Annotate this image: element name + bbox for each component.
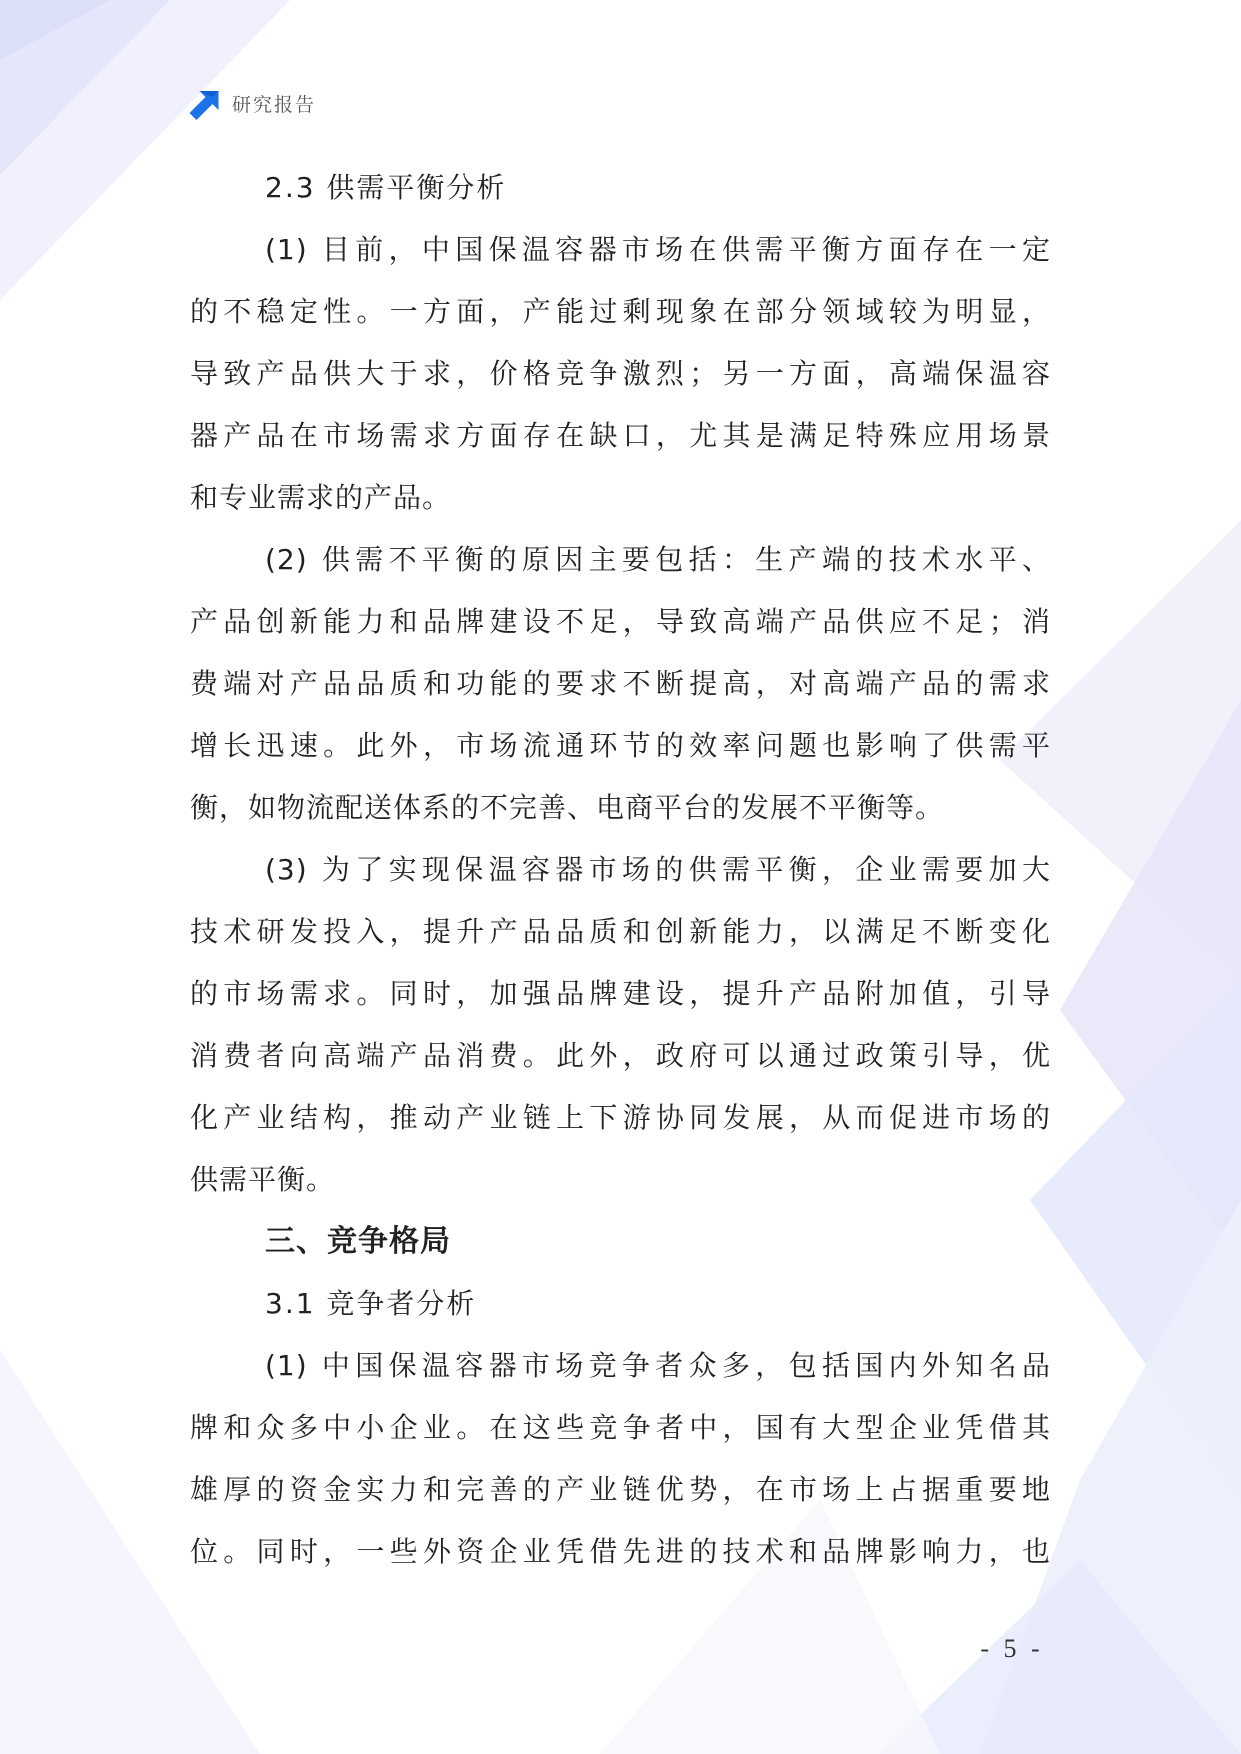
section-heading: 3.1 竞争者分析 bbox=[265, 1287, 477, 1320]
chapter-heading: 三、竞争格局 bbox=[265, 1224, 451, 1259]
paragraph-line: (1) 目前，中国保温容器市场在供需平衡方面存在一定 bbox=[265, 233, 1051, 266]
paragraph-line: (2) 供需不平衡的原因主要包括：生产端的技术水平、 bbox=[265, 543, 1051, 576]
paragraph-line: 衡，如物流配送体系的不完善、电商平台的发展不平衡等。 bbox=[190, 791, 945, 824]
page-number: - 5 - bbox=[980, 1634, 1044, 1663]
paragraph-line: 费端对产品品质和功能的要求不断提高，对高端产品的需求 bbox=[190, 667, 1051, 700]
paragraph-line: 产品创新能力和品牌建设不足，导致高端产品供应不足；消 bbox=[190, 605, 1051, 638]
paragraph bbox=[190, 1335, 1051, 1583]
paragraph bbox=[190, 219, 1051, 529]
paragraph-line: 的市场需求。同时，加强品牌建设，提升产品附加值，引导 bbox=[190, 977, 1051, 1010]
paragraph bbox=[190, 529, 1051, 839]
paragraph-line: 消费者向高端产品消费。此外，政府可以通过政策引导，优 bbox=[190, 1039, 1051, 1072]
paragraph-line: (1) 中国保温容器市场竞争者众多，包括国内外知名品 bbox=[265, 1349, 1051, 1382]
report-label: 研究报告 bbox=[232, 94, 317, 116]
paragraph-line: 牌和众多中小企业。在这些竞争者中，国有大型企业凭借其 bbox=[190, 1411, 1051, 1444]
paragraph-line: 的不稳定性。一方面，产能过剩现象在部分领域较为明显， bbox=[190, 295, 1051, 328]
paragraph-line: (3) 为了实现保温容器市场的供需平衡，企业需要加大 bbox=[265, 853, 1051, 886]
paragraph-line: 增长迅速。此外，市场流通环节的效率问题也影响了供需平 bbox=[190, 729, 1051, 762]
section-heading: 2.3 供需平衡分析 bbox=[265, 171, 507, 204]
paragraph-line: 化产业结构，推动产业链上下游协同发展，从而促进市场的 bbox=[190, 1101, 1051, 1134]
paragraph-line: 和专业需求的产品。 bbox=[190, 481, 452, 514]
paragraph bbox=[190, 839, 1051, 1211]
paragraph-line: 供需平衡。 bbox=[190, 1163, 336, 1196]
paragraph-line: 器产品在市场需求方面存在缺口，尤其是满足特殊应用场景 bbox=[190, 419, 1051, 452]
paragraph-line: 技术研发投入，提升产品品质和创新能力，以满足不断变化 bbox=[190, 915, 1051, 948]
arrow-up-right-icon bbox=[188, 89, 221, 121]
paragraph-line: 位。同时，一些外资企业凭借先进的技术和品牌影响力，也 bbox=[190, 1535, 1051, 1568]
paragraph-line: 导致产品供大于求，价格竞争激烈；另一方面，高端保温容 bbox=[190, 357, 1051, 390]
paragraph-line: 雄厚的资金实力和完善的产业链优势，在市场上占据重要地 bbox=[190, 1473, 1051, 1506]
document-body bbox=[190, 157, 1051, 1583]
